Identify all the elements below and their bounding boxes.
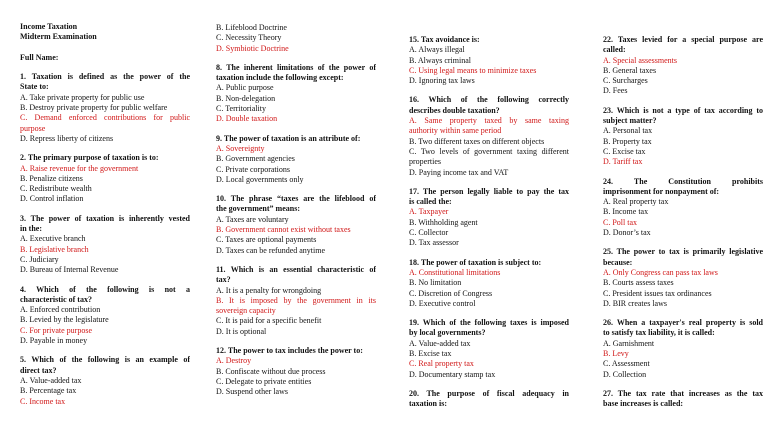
- option-b: B. Two different taxes on different objects: [409, 136, 545, 146]
- option-a: A. Always illegal: [409, 45, 465, 55]
- option-c-answer: C. Real property tax: [409, 359, 474, 369]
- question-text: 24. The Constitution prohibits: [603, 176, 763, 186]
- option-d: D. Repress liberty of citizens: [20, 133, 114, 143]
- option-d: D. Documentary stamp tax: [409, 369, 496, 379]
- option-b: B. Confiscate without due process: [216, 366, 326, 376]
- option-c: C. Delegate to private entities: [216, 376, 312, 386]
- question-3: [20, 214, 190, 276]
- option-d: D. Bureau of Internal Revenue: [20, 265, 119, 275]
- option-c: C. Territoriality: [216, 104, 266, 114]
- option-d: D. Collection: [603, 369, 647, 379]
- option-c-answer: C. For private purpose: [20, 325, 92, 335]
- column-1: [20, 22, 190, 407]
- question-text: 18. The power of taxation is subject to:: [409, 257, 542, 267]
- question-text: 27. The tax rate that increases as the tax: [603, 388, 763, 398]
- option-b-answer: B. Government cannot exist without taxes: [216, 225, 351, 235]
- option-b: B. Government agencies: [216, 154, 295, 164]
- question-text: 11. Which is an essential characteristic of: [216, 264, 376, 274]
- option-c-answer: C. Demand enforced contributions for public: [20, 113, 190, 123]
- option-c: C. Surcharges: [603, 76, 648, 86]
- option-c: C. Assessment: [603, 359, 650, 369]
- question-text: base increases is called:: [603, 399, 684, 409]
- option-a: A. Take private property for public use: [20, 92, 145, 102]
- question-5: [20, 355, 190, 406]
- option-a: A. Personal tax: [603, 126, 653, 136]
- option-d: D. Local governments only: [216, 174, 304, 184]
- question-text: subject matter?: [603, 116, 657, 126]
- option-d: D. Suspend other laws: [216, 387, 288, 397]
- question-text: 17. The person legally liable to pay the tax: [409, 186, 569, 196]
- question-text: 3. The power of taxation is inherently vested: [20, 213, 190, 223]
- option-d-answer: D. Symbiotic Doctrine: [216, 43, 289, 53]
- question-text: 22. Taxes levied for a special purpose are: [603, 35, 763, 44]
- option-a-answer: A. Taxpayer: [409, 207, 449, 217]
- exam-subtitle: Midterm Examination: [20, 32, 97, 42]
- question-8: [216, 63, 376, 125]
- option-b: B. Property tax: [603, 136, 652, 146]
- question-text: 2. The primary purpose of taxation is to:: [20, 153, 159, 163]
- option-a: A. Enforced contribution: [20, 305, 101, 315]
- option-b: B. Destroy private property for public welfare: [20, 103, 168, 113]
- option-d: D. Donor’s tax: [603, 228, 651, 238]
- question-16: [409, 95, 569, 177]
- option-d: D. It is optional: [216, 326, 267, 336]
- option-b: B. Excise tax: [409, 349, 452, 359]
- question-text: 12. The power to tax includes the power to:: [216, 346, 363, 356]
- option-d: D. Payable in money: [20, 336, 88, 346]
- option-b: B. Withholding agent: [409, 217, 478, 227]
- option-a-answer: A. Constitutional limitations: [409, 267, 501, 277]
- option-a-answer: A. Sovereignty: [216, 143, 265, 153]
- question-text: 10. The phrase “taxes are the lifeblood of: [216, 194, 376, 204]
- question-22: [603, 35, 763, 97]
- option-d: D. Control inflation: [20, 194, 84, 204]
- option-a: A. Garnishment: [603, 338, 655, 348]
- option-b: B. Percentage tax: [20, 386, 77, 396]
- option-d: D. Executive control: [409, 298, 476, 308]
- option-b: B. No limitation: [409, 278, 462, 288]
- option-a: A. Value-added tax: [409, 338, 471, 348]
- question-text: to satisfy tax liability, it is called:: [603, 328, 715, 338]
- option-a-answer: A. Only Congress can pass tax laws: [603, 267, 718, 277]
- option-c: C. Taxes are optional payments: [216, 235, 317, 245]
- question-text: State to:: [20, 82, 49, 92]
- option-b: B. Courts assess taxes: [603, 278, 674, 288]
- option-a-answer: A. Special assessments: [603, 55, 677, 65]
- option-a: A. Public purpose: [216, 83, 274, 93]
- option-a: A. Taxes are voluntary: [216, 214, 289, 224]
- option-b: B. Always criminal: [409, 55, 471, 65]
- question-text: 26. When a taxpayer's real property is sold: [603, 318, 763, 328]
- question-9: [216, 134, 376, 185]
- question-text: because:: [603, 257, 633, 267]
- option-b-answer: B. Levy: [603, 349, 629, 359]
- option-d: D. Paying income tax and VAT: [409, 167, 509, 177]
- question-11: [216, 265, 376, 337]
- question-4: [20, 285, 190, 347]
- option-c: properties: [409, 157, 441, 167]
- question-26: [603, 318, 763, 380]
- full-name-label: Full Name:: [20, 52, 59, 62]
- option-a-answer: A. Destroy: [216, 356, 252, 366]
- question-text: tax?: [216, 275, 231, 285]
- question-23: [603, 106, 763, 168]
- question-text: 1. Taxation is defined as the power of the: [20, 72, 190, 82]
- option-b: B. Lifeblood Doctrine: [216, 23, 287, 32]
- question-18: [409, 258, 569, 309]
- option-c: C. Judiciary: [20, 254, 59, 264]
- question-text: taxation is:: [409, 399, 447, 409]
- question-20: [409, 389, 569, 410]
- option-d-answer: D. Double taxation: [216, 114, 278, 124]
- option-d: D. Taxes can be refunded anytime: [216, 245, 326, 255]
- option-d: D. Fees: [603, 86, 628, 96]
- option-a: A. It is a penalty for wrongdoing: [216, 285, 322, 295]
- option-b-answer: B. Legislative branch: [20, 244, 89, 254]
- option-d: D. BIR creates laws: [603, 298, 667, 308]
- option-a: A. Executive branch: [20, 234, 86, 244]
- option-b: B. Income tax: [603, 207, 649, 217]
- column-4: [603, 35, 763, 410]
- question-text: 15. Tax avoidance is:: [409, 35, 480, 44]
- column-2: [216, 23, 376, 398]
- question-24: [603, 177, 763, 239]
- question-19: [409, 318, 569, 380]
- question-text: the government” means:: [216, 204, 300, 214]
- option-b: B. Levied by the legislature: [20, 315, 109, 325]
- question-text: taxation include the following except:: [216, 73, 344, 83]
- question-text: 20. The purpose of fiscal adequacy in: [409, 388, 569, 398]
- option-c: C. President issues tax ordinances: [603, 288, 712, 298]
- option-b: B. Penalize citizens: [20, 173, 83, 183]
- option-c: C. Private corporations: [216, 164, 290, 174]
- option-c: C. It is paid for a specific benefit: [216, 316, 322, 326]
- question-12: [216, 346, 376, 397]
- option-d-answer: D. Tariff tax: [603, 157, 643, 167]
- question-text: is called the:: [409, 197, 452, 207]
- question-text: 16. Which of the following correctly: [409, 95, 569, 105]
- question-text: by local governments?: [409, 328, 486, 338]
- option-b: B. Non-delegation: [216, 93, 276, 103]
- question-text: called:: [603, 45, 626, 55]
- option-a-answer: A. Same property taxed by same taxing: [409, 116, 569, 126]
- question-text: describes double taxation?: [409, 105, 500, 115]
- exam-title: Income Taxation: [20, 22, 78, 31]
- option-c-answer: C. Using legal means to minimize taxes: [409, 65, 537, 75]
- question-text: 8. The inherent limitations of the power of: [216, 62, 376, 72]
- option-c-answer: purpose: [20, 123, 46, 133]
- question-1: [20, 72, 190, 144]
- question-text: 4. Which of the following is not a: [20, 284, 190, 294]
- option-b-answer: sovereign capacity: [216, 306, 276, 316]
- question-25: [603, 247, 763, 309]
- option-c: C. Collector: [409, 228, 449, 238]
- option-c: C. Discretion of Congress: [409, 288, 493, 298]
- question-text: 9. The power of taxation is an attribute of:: [216, 133, 361, 143]
- option-b-answer: B. It is imposed by the government in its: [216, 295, 376, 305]
- option-d: D. Ignoring tax laws: [409, 76, 475, 86]
- question-10: [216, 194, 376, 256]
- option-c: C. Necessity Theory: [216, 33, 282, 43]
- option-a: A. Value-added tax: [20, 375, 82, 385]
- question-27: [603, 389, 763, 410]
- question-7-continued: [216, 23, 376, 54]
- question-text: 23. Which is not a type of tax according to: [603, 105, 763, 115]
- question-2: [20, 153, 190, 204]
- option-c: C. Two levels of government taxing different: [409, 146, 569, 156]
- option-c: C. Redistribute wealth: [20, 184, 92, 194]
- option-c: C. Excise tax: [603, 146, 646, 156]
- question-text: 25. The power to tax is primarily legislative: [603, 247, 763, 257]
- question-text: 19. Which of the following taxes is imposed: [409, 318, 569, 328]
- question-text: direct tax?: [20, 365, 57, 375]
- option-b: B. General taxes: [603, 65, 657, 75]
- question-15: [409, 35, 569, 86]
- option-a-answer: A. Raise revenue for the government: [20, 163, 139, 173]
- question-text: 5. Which of the following is an example of: [20, 355, 190, 365]
- question-text: in the:: [20, 224, 42, 234]
- option-a: A. Real property tax: [603, 197, 669, 207]
- question-text: characteristic of tax?: [20, 294, 92, 304]
- option-c-answer: C. Poll tax: [603, 217, 638, 227]
- question-text: imprisonment for nonpayment of:: [603, 186, 720, 196]
- option-d: D. Tax assessor: [409, 238, 459, 248]
- question-17: [409, 187, 569, 249]
- option-a-answer: authority within same period: [409, 126, 502, 136]
- column-3: [409, 35, 569, 410]
- option-c-answer: C. Income tax: [20, 396, 66, 406]
